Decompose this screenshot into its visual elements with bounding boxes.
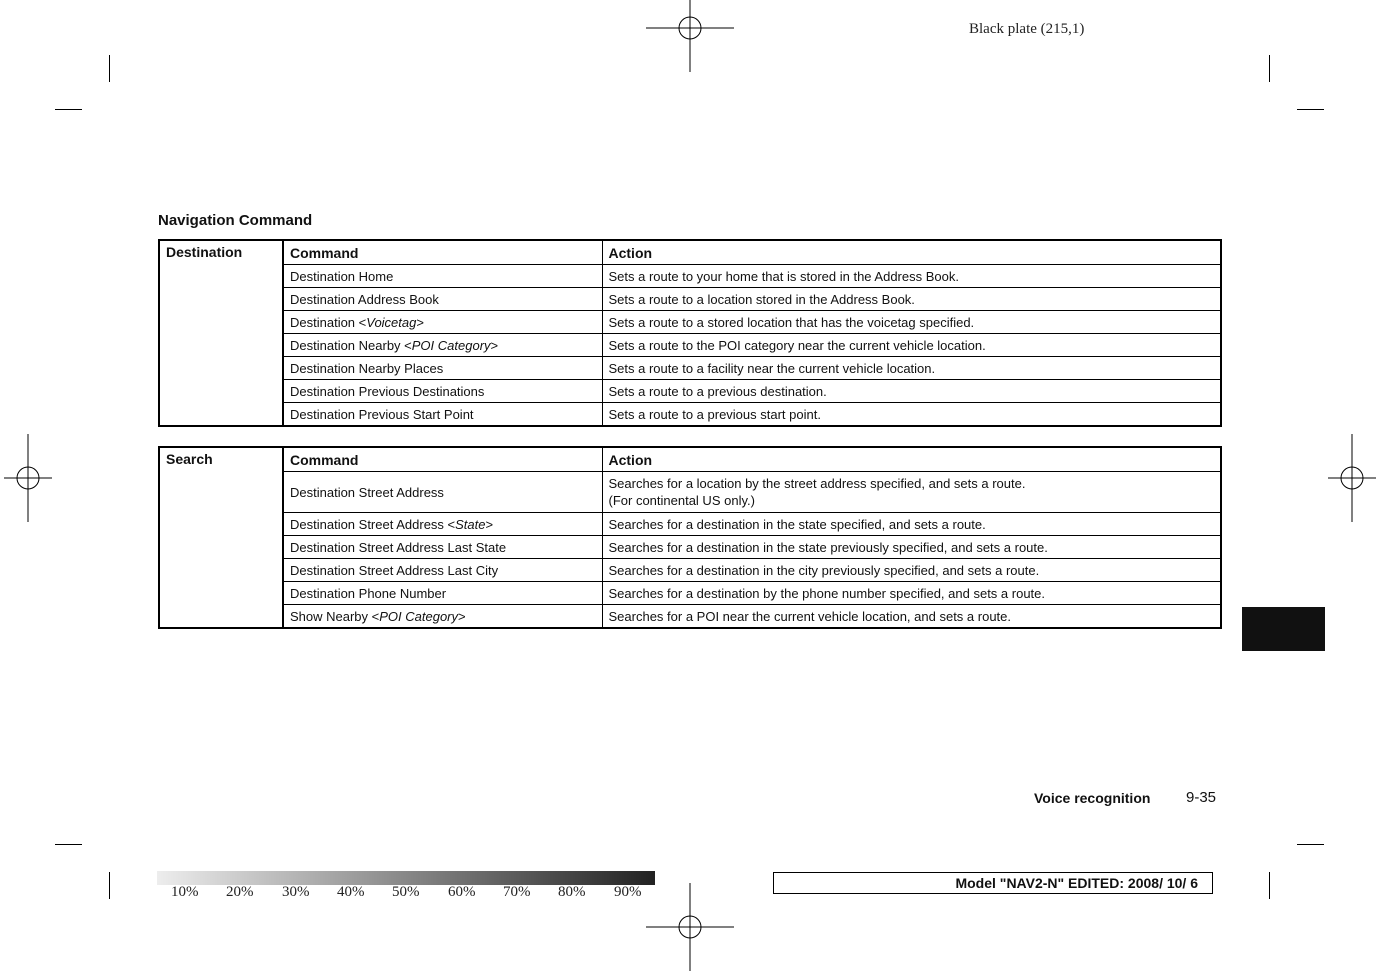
table-row [159, 403, 1221, 427]
tint-scale-bar [157, 871, 655, 885]
table-header-row [159, 447, 1221, 472]
command-header: Command [283, 447, 602, 472]
action-cell: Sets a route to a facility near the current vehicle location. [602, 357, 1221, 380]
table-row [159, 357, 1221, 380]
placeholder-text: State [455, 516, 486, 532]
registration-mark-bottom [646, 883, 734, 971]
command-cell: Destination Street Address Last City [283, 559, 602, 582]
table-row [159, 472, 1221, 513]
table-row [159, 536, 1221, 559]
page-number: 9-35 [1186, 789, 1217, 806]
command-cell: Show Nearby <POI Category> [283, 605, 602, 629]
section-title: Navigation Command [158, 212, 313, 229]
registration-mark-top [646, 0, 734, 72]
table-row [159, 605, 1221, 629]
action-cell: Sets a route to your home that is stored in the Address Book. [602, 265, 1221, 288]
model-edited-label: Model "NAV2-N" EDITED: 2008/ 10/ 6 [773, 872, 1213, 894]
command-cell: Destination Street Address Last State [283, 536, 602, 559]
command-cell: Destination Nearby <POI Category> [283, 334, 602, 357]
action-cell: Sets a route to a stored location that has the voicetag specified. [602, 311, 1221, 334]
action-cell: Sets a route to a location stored in the Address Book. [602, 288, 1221, 311]
tint-label: 10% [171, 884, 199, 900]
crop-mark [1297, 844, 1324, 845]
table-row [159, 582, 1221, 605]
command-cell: Destination Home [283, 265, 602, 288]
command-cell: Destination Phone Number [283, 582, 602, 605]
action-cell: Searches for a destination in the state specified, and sets a route. [602, 513, 1221, 536]
tint-label: 50% [392, 884, 420, 900]
table-row [159, 311, 1221, 334]
placeholder-text: Voicetag [366, 314, 417, 330]
action-header: Action [602, 240, 1221, 265]
crop-mark [109, 55, 110, 82]
crop-mark [1269, 872, 1270, 899]
crop-mark [1297, 109, 1324, 110]
plate-label: Black plate (215,1) [969, 21, 1085, 37]
table-row [159, 559, 1221, 582]
tint-label: 20% [226, 884, 254, 900]
tint-label: 70% [503, 884, 531, 900]
action-cell: Searches for a destination in the state previously specified, and sets a route. [602, 536, 1221, 559]
crop-mark [1269, 55, 1270, 82]
command-header: Command [283, 240, 602, 265]
table-row [159, 265, 1221, 288]
crop-mark [109, 872, 110, 899]
destination-command-table [158, 239, 1222, 427]
tint-scale-svg [157, 871, 655, 885]
action-header: Action [602, 447, 1221, 472]
action-cell: Sets a route to a previous destination. [602, 380, 1221, 403]
command-cell: Destination Previous Start Point [283, 403, 602, 427]
tint-label: 80% [558, 884, 586, 900]
command-cell: Destination <Voicetag> [283, 311, 602, 334]
crop-mark [55, 109, 82, 110]
action-cell: Sets a route to a previous start point. [602, 403, 1221, 427]
tint-label: 40% [337, 884, 365, 900]
table-row [159, 334, 1221, 357]
action-cell: Searches for a location by the street address specified, and sets a route. (For continental US only.) [602, 472, 1221, 513]
tint-label: 60% [448, 884, 476, 900]
table-header-row [159, 240, 1221, 265]
registration-mark-right [1308, 434, 1381, 522]
crop-mark [55, 844, 82, 845]
action-cell: Sets a route to the POI category near the current vehicle location. [602, 334, 1221, 357]
group-label: Destination [159, 240, 283, 426]
action-cell: Searches for a destination in the city previously specified, and sets a route. [602, 559, 1221, 582]
placeholder-text: POI Category [411, 337, 491, 353]
chapter-tab [1242, 607, 1325, 651]
tint-label: 30% [282, 884, 310, 900]
group-label: Search [159, 447, 283, 628]
footer-section-name: Voice recognition [1034, 790, 1151, 806]
command-cell: Destination Address Book [283, 288, 602, 311]
action-cell: Searches for a destination by the phone number specified, and sets a route. [602, 582, 1221, 605]
command-cell: Destination Street Address [283, 472, 602, 513]
command-cell: Destination Previous Destinations [283, 380, 602, 403]
search-command-table [158, 446, 1222, 629]
action-cell: Searches for a POI near the current vehicle location, and sets a route. [602, 605, 1221, 629]
tint-scale-labels [157, 884, 655, 902]
registration-mark-left [0, 434, 72, 522]
command-cell: Destination Street Address <State> [283, 513, 602, 536]
placeholder-text: POI Category [379, 608, 459, 624]
tint-label: 90% [614, 884, 642, 900]
command-cell: Destination Nearby Places [283, 357, 602, 380]
table-row [159, 380, 1221, 403]
table-row [159, 513, 1221, 536]
table-row [159, 288, 1221, 311]
